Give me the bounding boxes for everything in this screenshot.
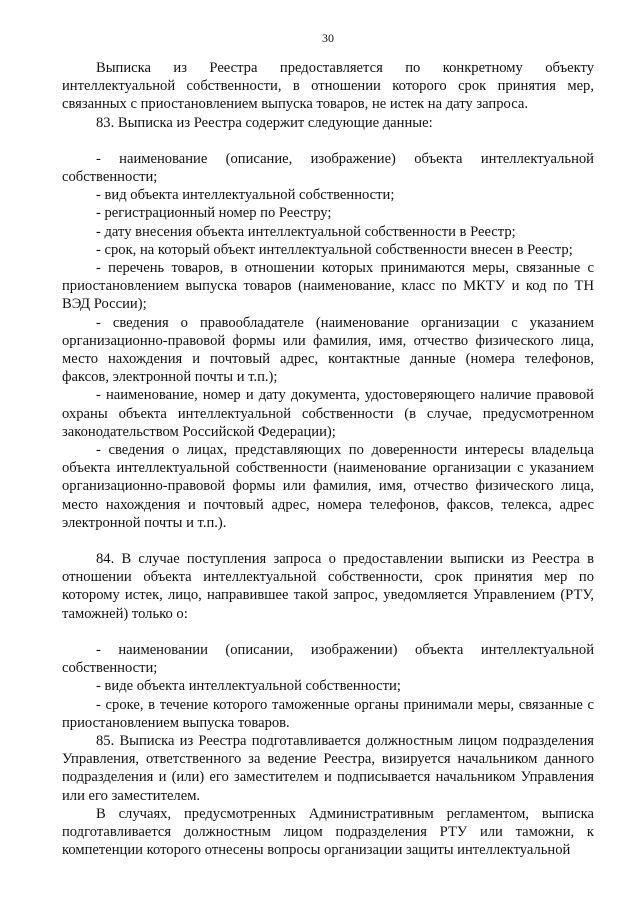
list-item: - сроке, в течение которого таможенные органы принимали меры, связанные с приостановлением выпуска товаров. <box>62 696 594 731</box>
list-item: - регистрационный номер по Реестру; <box>96 205 332 222</box>
paragraph: Выписка из Реестра предоставляется по конкретному объекту интеллектуальной собственности, в отношении которого срок принятия мер, связанных с приостановлением выпуска товаров, не истек на дату запроса. <box>62 60 594 113</box>
section-heading-83: 83. Выписка из Реестра содержит следующие данные: <box>96 114 433 131</box>
list-item: - срок, на который объект интеллектуальной собственности внесен в Реестр; <box>96 241 573 258</box>
section-paragraph-85: 85. Выписка из Реестра подготавливается должностным лицом подразделения Управления, ответственного за ведение Реестра, визируется начальником данного подразделения и (или) его заместителем и подписывается начальником Управления или его заместителем. <box>62 732 594 804</box>
list-item: - наименовании (описании, изображении) объекта интеллектуальной собственности; <box>62 641 594 677</box>
list-item: - сведения о лицах, представляющих по доверенности интересы владельца объекта интеллектуальной собственности (наименование организации с указанием организационно-правовой формы или фамилия, имя, отчество физического лица, место нахождения и почтовый адрес, номера телефонов, факсов, телекса, адрес электронной почты и т.п.). <box>62 442 594 531</box>
list-item: - наименование, номер и дату документа, удостоверяющего наличие правовой охраны объекта интеллектуальной собственности (в случае, предусмотренном законодательством Российской Федерации); <box>62 387 594 440</box>
list-item: - виде объекта интеллектуальной собственности; <box>96 678 401 695</box>
list-item: - перечень товаров, в отношении которых принимаются меры, связанные с приостановлением выпуска товаров (наименование, класс по МКТУ и код по ТН ВЭД России); <box>62 260 594 313</box>
document-body <box>62 59 594 859</box>
list-item: - дату внесения объекта интеллектуальной собственности в Реестр; <box>96 223 516 240</box>
section-paragraph-84: 84. В случае поступления запроса о предоставлении выписки из Реестра в отношении объекта интеллектуальной собственности, срок принятия мер по которому истек, лицо, направившее такой запрос, уведомляется Управлением (РТУ, таможней) только о: <box>62 551 594 622</box>
paragraph: В случаях, предусмотренных Административным регламентом, выписка подготавливается должностным лицом подразделения РТУ или таможни, к компетенции которого отнесены вопросы организации защиты интеллектуальной <box>62 805 594 859</box>
page-number: 30 <box>322 31 334 45</box>
list-item: - сведения о правообладателе (наименование организации с указанием организационно-правовой формы или фамилия, имя, отчество физического лица, место нахождения и почтовый адрес, контактные данные (номера телефонов, факсов, электронной почты и т.п.); <box>62 314 594 386</box>
list-item: - вид объекта интеллектуальной собственности; <box>96 187 395 204</box>
list-item: - наименование (описание, изображение) объекта интеллектуальной собственности; <box>62 150 594 186</box>
